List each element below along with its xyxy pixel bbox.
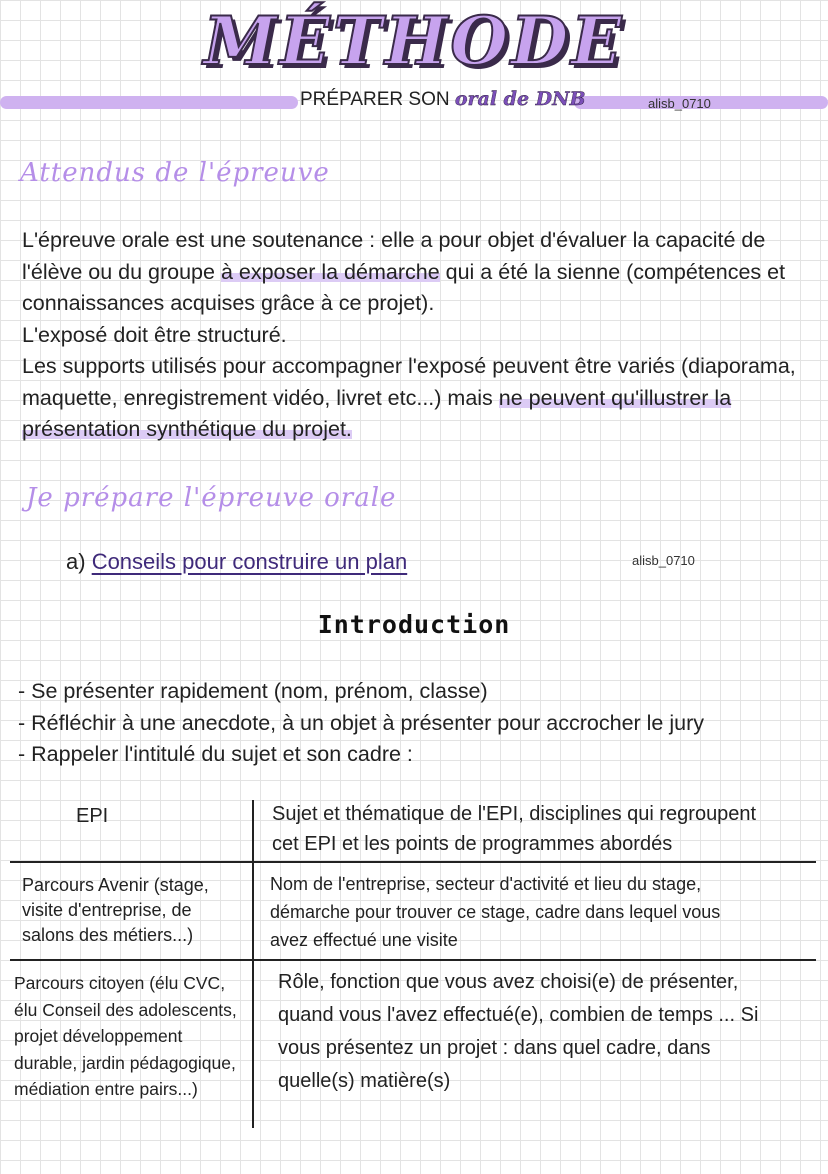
- paragraph-text: maquette, enregistrement vidéo, livret etc...) mais: [22, 385, 499, 410]
- highlighted-text: à exposer la démarche: [220, 259, 440, 284]
- introduction-bullets: [18, 676, 704, 771]
- subsection-a-title: Conseils pour construire un plan: [91, 549, 408, 574]
- paragraph-line: [22, 414, 812, 446]
- paragraph-line: [22, 225, 812, 257]
- paragraph-line: [22, 257, 812, 289]
- table-row-divider: [10, 861, 816, 863]
- table-cell-epi-desc: Sujet et thématique de l'EPI, disciplines qui regroupent cet EPI et les points de programmes abordés: [272, 803, 757, 855]
- header-signature: alisb_0710: [648, 96, 711, 111]
- page-subtitle: [300, 88, 586, 111]
- subtitle-script: oral de DNB: [454, 88, 586, 110]
- table-cell-citoyen-desc: Rôle, fonction que vous avez choisi(e) de présenter, quand vous l'avez effectué(e), combien de temps ... Si vous présentez un projet : dans quel cadre, dans quelle(s) matière(s): [278, 971, 759, 1092]
- paragraph-text: L'épreuve orale est une soutenance : elle a pour objet d'évaluer la capacité de: [22, 228, 766, 252]
- introduction-title: Introduction: [317, 610, 511, 639]
- bullet-item: - Réfléchir à une anecdote, à un objet à présenter pour accrocher le jury: [18, 710, 705, 735]
- paragraph-text: Les supports utilisés pour accompagner l'exposé peuvent être variés (diaporama,: [22, 354, 796, 378]
- subsection-a-prefix: a): [66, 549, 86, 574]
- section-signature: alisb_0710: [632, 553, 695, 568]
- subsection-a: [66, 549, 407, 575]
- attendus-paragraph: [22, 225, 812, 446]
- table-cell-citoyen: Parcours citoyen (élu CVC, élu Conseil des adolescents, projet développement durable, jardin pédagogique, médiation entre pairs...): [14, 973, 237, 1099]
- highlighted-text: ne peuvent qu'illustrer la: [498, 385, 732, 410]
- paragraph-line: [22, 320, 812, 352]
- bullet-item: - Se présenter rapidement (nom, prénom, classe): [18, 679, 488, 703]
- table-cell-epi: EPI: [76, 805, 109, 827]
- highlighted-text: présentation synthétique du projet.: [22, 417, 352, 441]
- bullet-item: - Rappeler l'intitulé du sujet et son cadre :: [18, 742, 413, 766]
- paragraph-line: [22, 383, 812, 415]
- paragraph-text: qui a été la sienne (compétences et: [439, 259, 786, 284]
- table-column-divider: [252, 800, 254, 1128]
- table-row-divider: [10, 959, 816, 961]
- paragraph-text: connaissances acquises grâce à ce projet).: [22, 291, 435, 315]
- section-heading-attendus: Attendus de l'épreuve: [20, 158, 330, 188]
- table-cell-avenir: Parcours Avenir (stage, visite d'entreprise, de salons des métiers...): [22, 875, 209, 945]
- paragraph-line: [22, 288, 812, 320]
- header-band-left: [0, 96, 298, 109]
- paragraph-line: [22, 351, 812, 383]
- table-cell-avenir-desc: Nom de l'entreprise, secteur d'activité et lieu du stage, démarche pour trouver ce stage, cadre dans lequel vous avez effectué une visite: [270, 874, 721, 950]
- page-title: MÉTHODE: [203, 2, 625, 80]
- paragraph-text: l'élève ou du groupe: [22, 259, 221, 284]
- subtitle-prefix: PRÉPARER SON: [300, 89, 450, 110]
- section-heading-prepare: Je prépare l'épreuve orale: [26, 483, 397, 513]
- paragraph-text: L'exposé doit être structuré.: [22, 322, 287, 347]
